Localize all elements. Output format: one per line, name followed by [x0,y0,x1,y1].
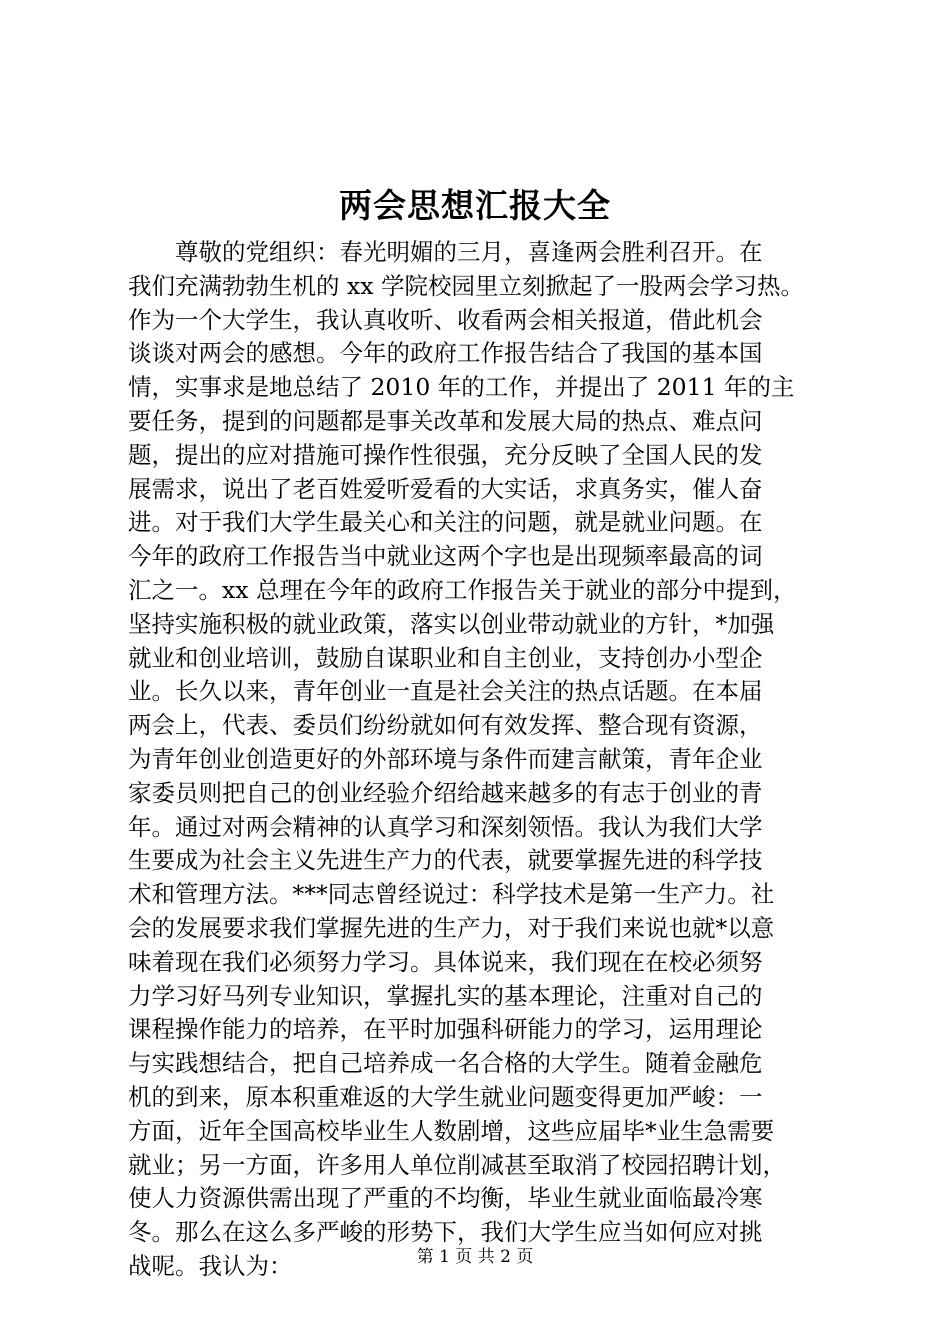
text-line: 力学习好马列专业知识，掌握扎实的基本理论，注重对自己的 [128,981,763,1010]
text-line: 展需求，说出了老百姓爱听爱看的大实话，求真务实，催人奋 [128,474,763,503]
text-line: 我们充满勃勃生机的 xx 学院校园里立刻掀起了一股两会学习热。 [128,271,804,300]
text-line: 使人力资源供需出现了严重的不均衡，毕业生就业面临最冷寒 [128,1184,763,1213]
text-line: 情，实事求是地总结了 2010 年的工作，并提出了 2011 年的主 [128,373,795,402]
text-line: 术和管理方法。***同志曾经说过：科学技术是第一生产力。社 [128,880,775,909]
text-line: 为青年创业创造更好的外部环境与条件而建言献策，青年企业 [128,744,763,773]
text-line: 尊敬的党组织：春光明媚的三月，喜逢两会胜利召开。在 [128,238,763,266]
text-line: 生要成为社会主义先进生产力的代表，就要掌握先进的科学技 [128,846,763,875]
text-line: 谈谈对两会的感想。今年的政府工作报告结合了我国的基本国 [128,339,763,368]
page-footer: 第 1 页 共 2 页 [416,1247,534,1267]
text-line: 坚持实施积极的就业政策，落实以创业带动就业的方针，*加强 [128,609,775,638]
text-line: 就业；另一方面，许多用人单位削减甚至取消了校园招聘计划， [128,1150,786,1179]
text-line: 味着现在我们必须努力学习。具体说来，我们现在在校必须努 [128,947,763,976]
text-line: 进。对于我们大学生最关心和关注的问题，就是就业问题。在 [128,508,763,537]
text-line: 业。长久以来，青年创业一直是社会关注的热点话题。在本届 [128,677,763,706]
text-line: 题，提出的应对措施可操作性很强，充分反映了全国人民的发 [128,440,763,469]
text-line: 就业和创业培训，鼓励自谋职业和自主创业，支持创办小型企 [128,643,763,672]
text-line: 方面，近年全国高校毕业生人数剧增，这些应届毕*业生急需要 [128,1116,775,1145]
text-line: 两会上，代表、委员们纷纷就如何有效发挥、整合现有资源， [128,711,763,740]
page-title: 两会思想汇报大全 [339,186,611,225]
text-line: 与实践想结合，把自己培养成一名合格的大学生。随着金融危 [128,1049,763,1078]
text-line: 课程操作能力的培养，在平时加强科研能力的学习，运用理论 [128,1015,763,1044]
text-line: 会的发展要求我们掌握先进的生产力，对于我们来说也就*以意 [128,913,775,942]
text-line: 战呢。我认为： [128,1251,293,1280]
text-line: 家委员则把自己的创业经验介绍给越来越多的有志于创业的青 [128,778,763,807]
text-line: 冬。那么在这么多严峻的形势下，我们大学生应当如何应对挑 [128,1218,763,1247]
text-line: 机的到来，原本积重难返的大学生就业问题变得更加严峻：一 [128,1082,763,1111]
text-line: 汇之一。xx 总理在今年的政府工作报告关于就业的部分中提到， [128,575,797,604]
text-line: 年。通过对两会精神的认真学习和深刻领悟。我认为我们大学 [128,812,763,841]
body-text [128,236,804,1284]
text-line: 作为一个大学生，我认真收听、收看两会相关报道，借此机会 [128,305,763,334]
text-line: 今年的政府工作报告当中就业这两个字也是出现频率最高的词 [128,542,763,571]
text-line: 要任务，提到的问题都是事关改革和发展大局的热点、难点问 [128,406,763,435]
